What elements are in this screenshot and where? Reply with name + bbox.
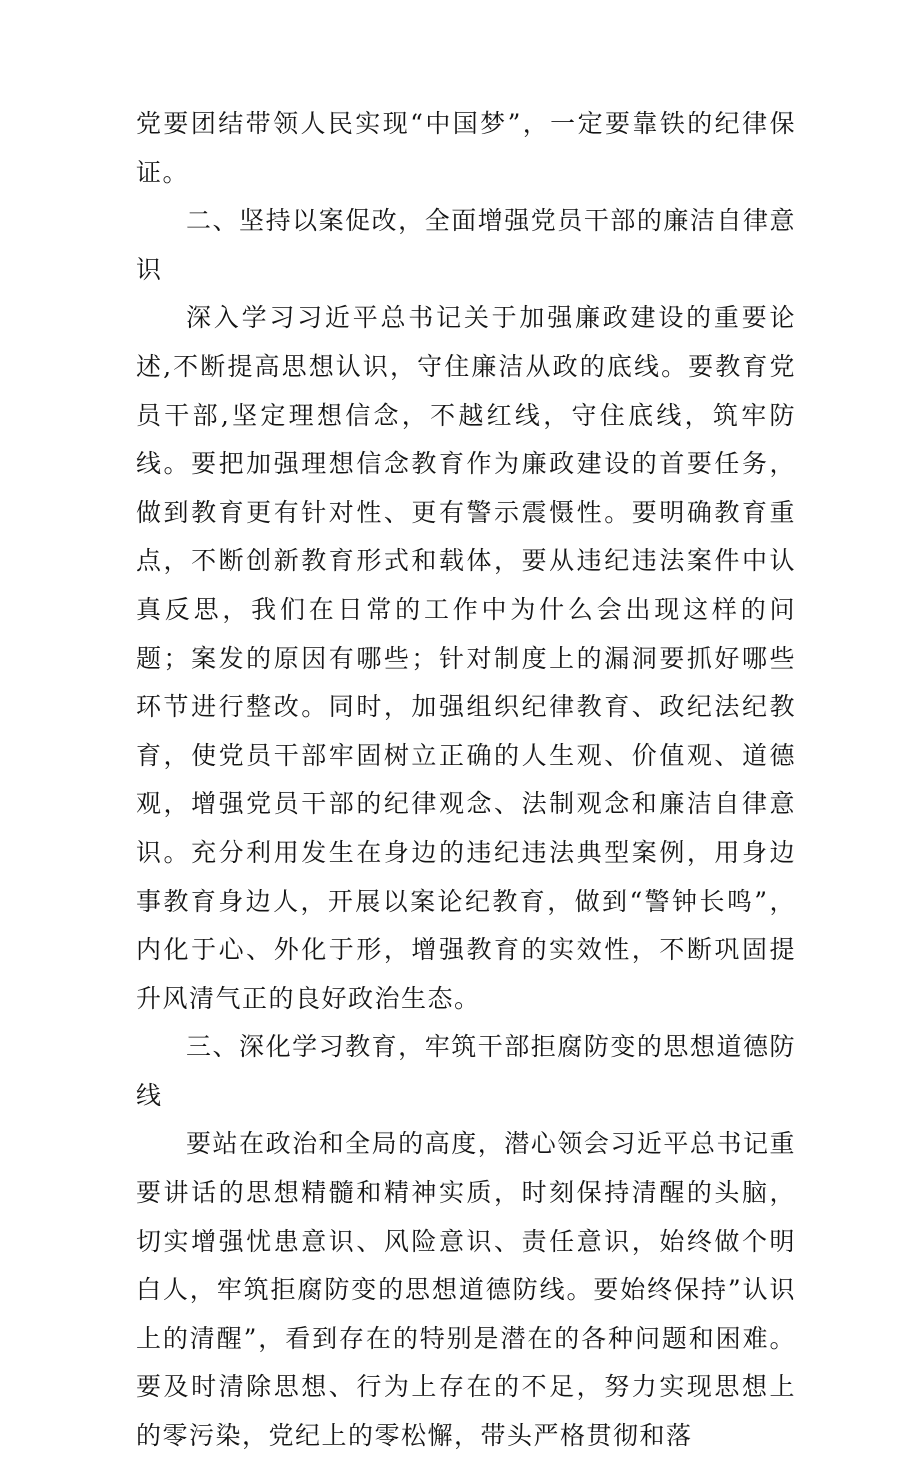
section-heading-2: 二、坚持以案促改，全面增强党员干部的廉洁自律意识 (136, 206, 796, 284)
continuation-paragraph: 党要团结带领人民实现“中国梦”，一定要靠铁的纪律保证。 (136, 109, 796, 187)
body-paragraph-section-2: 深入学习习近平总书记关于加强廉政建设的重要论述,不断提高思想认识，守住廉洁从政的底线。要教育党员干部,坚定理想信念，不越红线，守住底线，筑牢防线。要把加强理想信念教育作为廉政建设的首要任务，做到教育更有针对性、更有警示震慑性。要明确教育重点，不断创新教育形式和载体，要从违纪违法案件中认真反思，我们在日常的工作中为什么会出现这样的问题；案发的原因有哪些；针对制度上的漏洞要抓好哪些环节进行整改。同时，加强组织纪律教育、政纪法纪教育，使党员干部牢固树立正确的人生观、价值观、道德观，增强党员干部的纪律观念、法制观念和廉洁自律意识。充分利用发生在身边的违纪违法典型案例，用身边事教育身边人，开展以案论纪教育，做到“警钟长鸣”，内化于心、外化于形，增强教育的实效性，不断巩固提升风清气正的良好政治生态。 (136, 303, 796, 1013)
document-body (136, 100, 796, 1461)
section-heading-3: 三、深化学习教育，牢筑干部拒腐防变的思想道德防线 (136, 1032, 796, 1110)
body-paragraph-section-3: 要站在政治和全局的高度，潜心领会习近平总书记重要讲话的思想精髓和精神实质，时刻保持清醒的头脑，切实增强忧患意识、风险意识、责任意识，始终做个明白人，牢筑拒腐防变的思想道德防线。要始终保持”认识上的清醒”，看到存在的特别是潜在的各种问题和困难。要及时清除思想、行为上存在的不足，努力实现思想上的零污染，党纪上的零松懈，带头严格贯彻和落 (136, 1129, 796, 1451)
